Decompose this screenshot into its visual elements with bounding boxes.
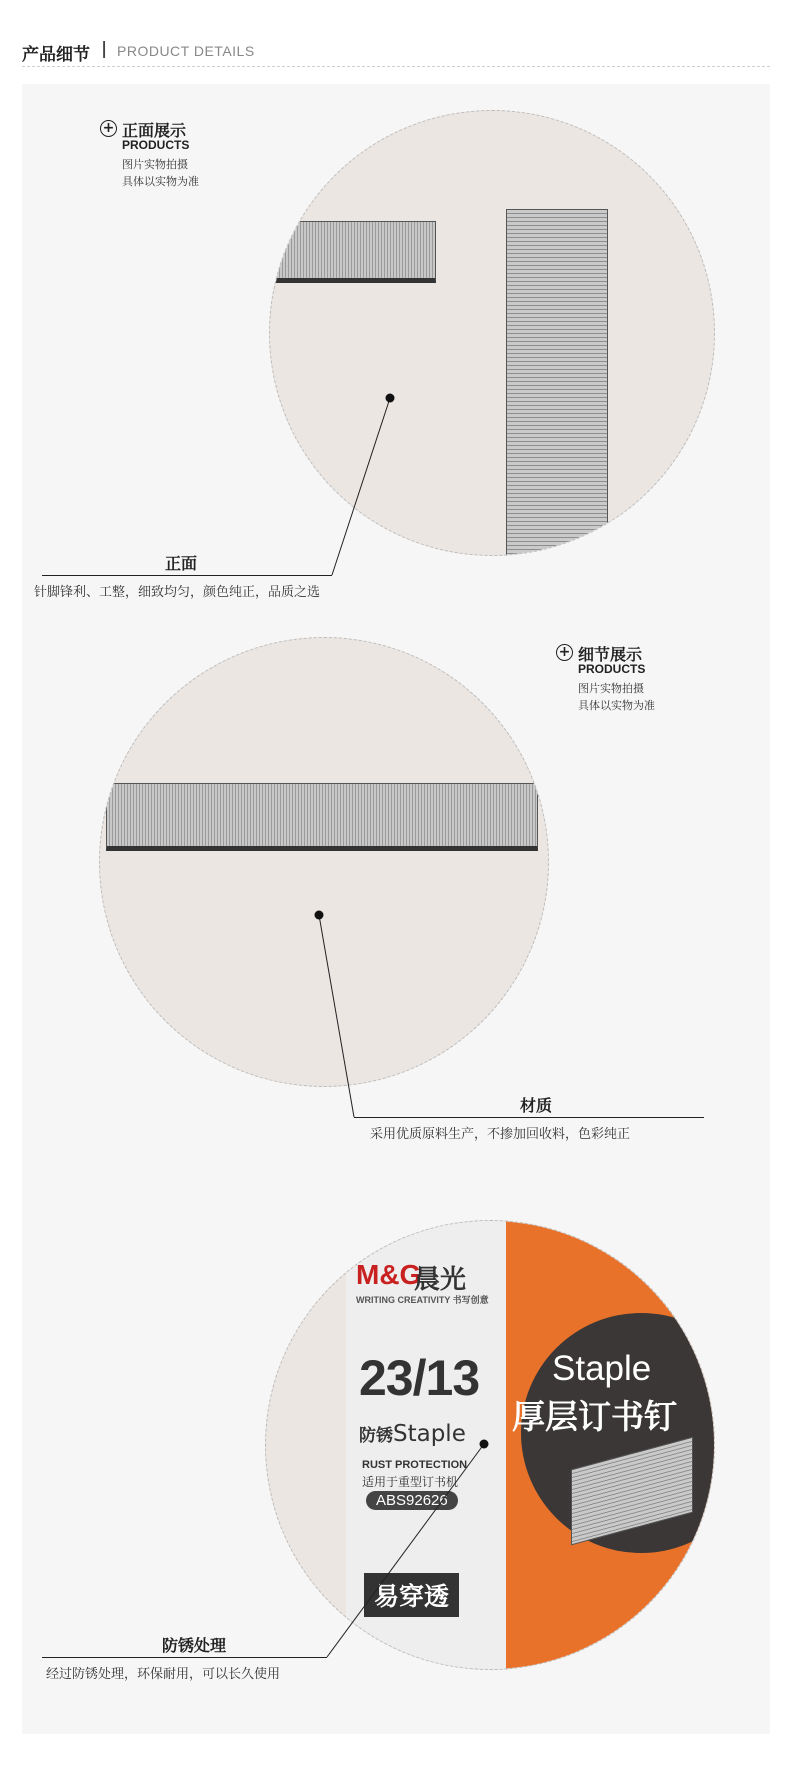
leader-dot-rust [480, 1440, 489, 1449]
tag-note-2: 具体以实物为准 [122, 175, 199, 188]
box-thick-staple-cn: 厚层订书钉 [512, 1397, 677, 1436]
usage-note: 适用于重型订书机 [362, 1475, 459, 1489]
tag-title: 细节展示 [578, 645, 643, 664]
model-number: ABS92626 [366, 1491, 458, 1510]
header-title-cn: 产品细节 [22, 45, 90, 65]
front-desc: 针脚锋利、工整，细致均匀，颜色纯正，品质之选 [34, 585, 321, 600]
leader-line-front [332, 398, 390, 575]
front-title: 正面 [165, 554, 198, 573]
material-desc: 采用优质原料生产，不掺加回收料，色彩纯正 [370, 1127, 631, 1142]
staple-label: Staple [393, 1421, 466, 1447]
brand-logo: M&G [356, 1259, 422, 1290]
staple-size: 23/13 [359, 1350, 480, 1406]
material-title: 材质 [520, 1096, 553, 1115]
header-separator: | [101, 39, 108, 59]
tag-subtitle: PRODUCTS [122, 138, 190, 152]
leader-line-material [319, 915, 354, 1117]
plus-icon: + [100, 120, 117, 137]
tag-note-1: 图片实物拍摄 [578, 682, 644, 695]
tag-subtitle: PRODUCTS [578, 662, 646, 676]
leader-dot-front [386, 394, 395, 403]
brand-slogan: WRITING CREATIVITY 书写创意 [356, 1295, 489, 1305]
tag-note-1: 图片实物拍摄 [122, 158, 188, 171]
header-title-en: PRODUCT DETAILS [117, 43, 255, 59]
rust-title: 防锈处理 [162, 1636, 227, 1655]
leader-dot-material [315, 911, 324, 920]
plus-icon: + [556, 644, 573, 661]
box-staple-word: Staple [552, 1349, 652, 1388]
brand-logo-cn: 晨光 [414, 1265, 467, 1295]
rust-protection-en: RUST PROTECTION [362, 1459, 468, 1471]
rust-cn-label: 防锈 [359, 1426, 393, 1446]
rust-desc: 经过防锈处理，环保耐用，可以长久使用 [46, 1667, 281, 1682]
tag-title: 正面展示 [122, 121, 187, 140]
tag-note-2: 具体以实物为准 [578, 699, 655, 712]
easy-penetrate-label: 易穿透 [364, 1573, 459, 1617]
leader-line-rust [327, 1444, 484, 1657]
